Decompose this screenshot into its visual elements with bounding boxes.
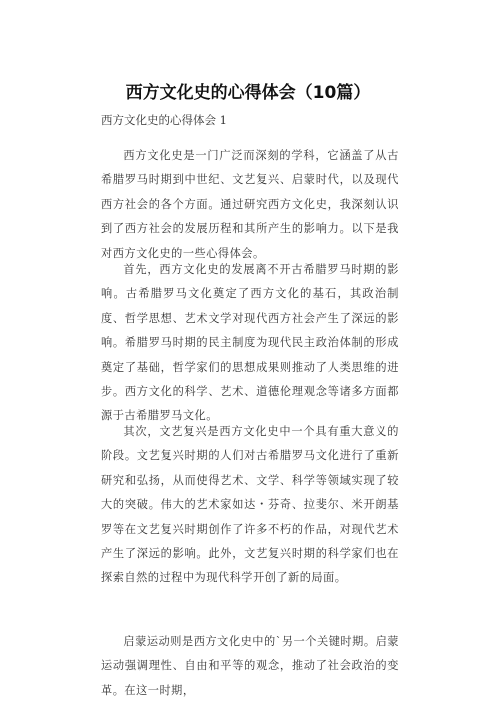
document-title: 西方文化史的心得体会（10篇） [125, 83, 371, 103]
document-subtitle: 西方文化史的心得体会 1 [101, 113, 227, 127]
paragraph: 首先，西方文化史的发展离不开古希腊罗马时期的影响。古希腊罗马文化奠定了西方文化的基石，其政治制度、哲学思想、艺术文学对现代西方社会产生了深远的影响。希腊罗马时期的民主制度为现代民主政治体制的形成奠定了基础，哲学家们的思想成果则推动了人类思维的进步。西方文化的科学、艺术、道德伦理观念等诸多方面都源于古希腊罗马文化。 [101, 263, 399, 423]
paragraph: 其次，文艺复兴是西方文化史中一个具有重大意义的阶段。文艺复兴时期的人们对古希腊罗马文化进行了重新研究和弘扬，从而使得艺术、文学、科学等领域实现了较大的突破。伟大的艺术家如达・芬奇、拉斐尔、米开朗基罗等在文艺复兴时期创作了许多不朽的作品，对现代艺术产生了深远的影响。此外，文艺复兴时期的科学家们也在探索自然的过程中为现代科学开创了新的局面。 [101, 425, 399, 585]
paragraph: 启蒙运动则是西方文化史中的`另一个关键时期。启蒙运动强调理性、自由和平等的观念，推动了社会政治的变革。在这一时期， [101, 635, 399, 697]
paragraph: 西方文化史是一门广泛而深刻的学科，它涵盖了从古希腊罗马时期到中世纪、文艺复兴、启蒙时代，以及现代西方社会的各个方面。通过研究西方文化史，我深刻认识到了西方社会的发展历程和其所产生的影响力。以下是我对西方文化史的一些心得体会。 [101, 149, 399, 260]
